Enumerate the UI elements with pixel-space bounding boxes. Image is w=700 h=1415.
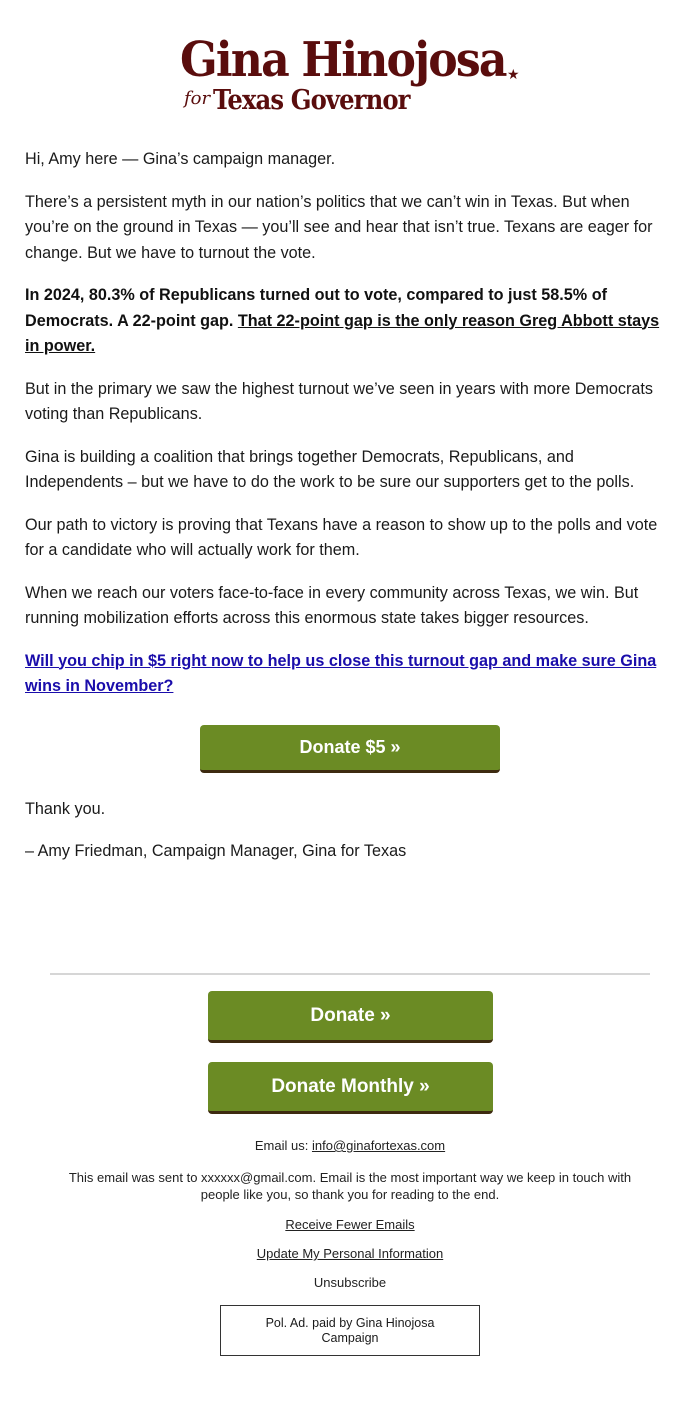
star-icon: ★ <box>507 66 520 82</box>
donate-monthly-button[interactable]: Donate Monthly » <box>208 1062 493 1114</box>
chip-in-link[interactable]: Will you chip in $5 right now to help us close this turnout gap and make sure Gina wins in November? <box>25 651 657 695</box>
turnout-stats-text: In 2024, 80.3% of Republicans turned out to vote, compared to just 58.5% of Democrats. A 22-point gap. <box>25 286 607 330</box>
unsubscribe-link[interactable]: Unsubscribe <box>313 1275 387 1290</box>
update-info-link[interactable]: Update My Personal Information <box>256 1246 444 1261</box>
divider <box>50 973 650 975</box>
signature: – Amy Friedman, Campaign Manager, Gina for Texas <box>25 842 407 860</box>
footer-email-line <box>50 1137 650 1154</box>
email-body <box>25 147 675 717</box>
paragraph-primary: But in the primary we saw the highest turnout we’ve seen in years with more Democrats voting than Republicans. <box>25 379 653 423</box>
email-prefix: Email us: <box>254 1138 309 1153</box>
donate-button[interactable]: Donate » <box>208 991 493 1043</box>
donate-5-button[interactable]: Donate $5 » <box>200 725 500 773</box>
paragraph-coalition: Gina is building a coalition that brings together Democrats, Republicans, and Independents – but we have to do the work to be sure our supporters get to the polls. <box>25 447 635 491</box>
logo-candidate-name: Gina Hinojosa <box>180 32 506 88</box>
sent-notice: This email was sent to xxxxxx@gmail.com. Email is the most important way we keep in touch with people like you, so thank you for reading to the end. <box>68 1170 632 1202</box>
turnout-gap-emphasis: That 22-point gap is the only reason Greg Abbott stays in power. <box>25 311 660 355</box>
paid-for-disclaimer: Pol. Ad. paid by Gina Hinojosa Campaign <box>220 1305 480 1356</box>
paragraph-myth: There’s a persistent myth in our nation’s politics that we can’t win in Texas. But when you’re on the ground in Texas — you’ll see and hear that isn’t true. Texans are eager for change. But we have to turnout the vote. <box>25 192 653 262</box>
logo-for-text: for <box>184 88 211 109</box>
logo-office-text: Texas Governor <box>213 85 410 116</box>
campaign-logo <box>0 30 700 120</box>
contact-email-link[interactable]: info@ginafortexas.com <box>311 1138 446 1153</box>
paragraph-path: Our path to victory is proving that Texans have a reason to show up to the polls and vote for a candidate who will actually work for them. <box>25 515 658 559</box>
paragraph-resources: When we reach our voters face-to-face in every community across Texas, we win. But running mobilization efforts across this enormous state takes bigger resources. <box>25 583 639 627</box>
greeting: Hi, Amy here — Gina’s campaign manager. <box>25 150 336 168</box>
thank-you-text: Thank you. <box>25 800 106 818</box>
receive-fewer-emails-link[interactable]: Receive Fewer Emails <box>285 1217 415 1232</box>
paragraph-turnout-stats <box>25 283 675 360</box>
